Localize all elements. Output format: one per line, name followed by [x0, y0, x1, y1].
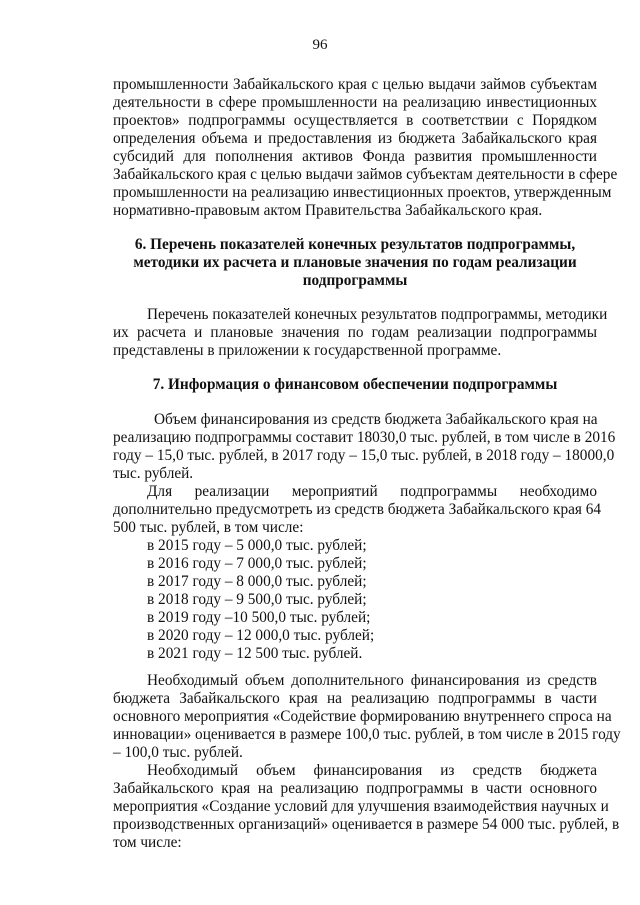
- paragraph-6-line: Забайкальского края на реализацию подпрограммы в части основного: [113, 780, 597, 797]
- year-list-item: в 2019 году –10 500,0 тыс. рублей;: [147, 609, 371, 626]
- paragraph-1-line: Забайкальского края с целью выдачи займов субъектам деятельности в сфере: [113, 166, 618, 183]
- paragraph-3-line: Объем финансирования из средств бюджета Забайкальского края на: [154, 411, 598, 428]
- paragraph-4-line: Для реализации мероприятий подпрограммы необходимо: [147, 483, 597, 500]
- section-6-heading-line: 6. Перечень показателей конечных результатов подпрограммы,: [134, 236, 576, 253]
- paragraph-5-line: Необходимый объем дополнительного финансирования из средств: [147, 672, 597, 689]
- paragraph-6-line: том числе:: [113, 834, 182, 851]
- paragraph-3-line: году – 15,0 тыс. рублей, в 2017 году – 15,0 тыс. рублей, в 2018 году – 18000,0: [113, 447, 615, 464]
- paragraph-5-line: – 100,0 тыс. рублей.: [113, 744, 243, 761]
- page-number: 96: [312, 37, 328, 53]
- section-6-heading-line: методики их расчета и плановые значения по годам реализации: [133, 254, 577, 271]
- paragraph-1-line: определения объема и предоставления из бюджета Забайкальского края: [113, 130, 597, 147]
- paragraph-5-line: бюджета Забайкальского края на реализацию подпрограммы в части: [113, 690, 597, 707]
- paragraph-1-line: проектов» подпрограммы осуществляется в соответствии с Порядком: [113, 112, 597, 129]
- paragraph-5-line: основного мероприятия «Содействие формированию внутреннего спроса на: [113, 708, 612, 725]
- paragraph-3-line: реализацию подпрограммы составит 18030,0 тыс. рублей, в том числе в 2016: [113, 429, 616, 446]
- section-7-heading: 7. Информация о финансовом обеспечении подпрограммы: [152, 376, 558, 393]
- year-list-item: в 2015 году – 5 000,0 тыс. рублей;: [147, 537, 367, 554]
- paragraph-1-line: нормативно-правовым актом Правительства Забайкальского края.: [113, 202, 543, 219]
- year-list-item: в 2020 году – 12 000,0 тыс. рублей;: [147, 627, 375, 644]
- paragraph-4-line: 500 тыс. рублей, в том числе:: [113, 519, 304, 536]
- paragraph-3-line: тыс. рублей.: [113, 465, 194, 482]
- paragraph-2-line: Перечень показателей конечных результатов подпрограммы, методики: [147, 306, 608, 323]
- paragraph-6-line: производственных организаций» оценивается в размере 54 000 тыс. рублей, в: [113, 816, 620, 833]
- paragraph-1-line: промышленности Забайкальского края с целью выдачи займов субъектам: [113, 76, 597, 93]
- paragraph-4-line: дополнительно предусмотреть из средств бюджета Забайкальского края 64: [113, 501, 602, 518]
- year-list-item: в 2021 году – 12 500 тыс. рублей.: [147, 645, 363, 662]
- paragraph-5-line: инновации» оценивается в размере 100,0 тыс. рублей, в том числе в 2015 году: [113, 726, 621, 743]
- paragraph-2-line: представлены в приложении к государственной программе.: [113, 342, 502, 359]
- year-list-item: в 2017 году – 8 000,0 тыс. рублей;: [147, 573, 367, 590]
- paragraph-6-line: Необходимый объем финансирования из средств бюджета: [147, 762, 597, 779]
- year-list-item: в 2018 году – 9 500,0 тыс. рублей;: [147, 591, 367, 608]
- paragraph-1-line: субсидий для пополнения активов Фонда развития промышленности: [113, 148, 597, 165]
- paragraph-1-line: деятельности в сфере промышленности на реализацию инвестиционных: [113, 94, 597, 111]
- paragraph-1-line: промышленности на реализацию инвестиционных проектов, утвержденным: [113, 184, 612, 201]
- year-list-item: в 2016 году – 7 000,0 тыс. рублей;: [147, 555, 367, 572]
- section-6-heading-line: подпрограммы: [302, 272, 408, 289]
- paragraph-2-line: их расчета и плановые значения по годам реализации подпрограммы: [113, 324, 597, 341]
- paragraph-6-line: мероприятия «Создание условий для улучшения взаимодействия научных и: [113, 798, 609, 815]
